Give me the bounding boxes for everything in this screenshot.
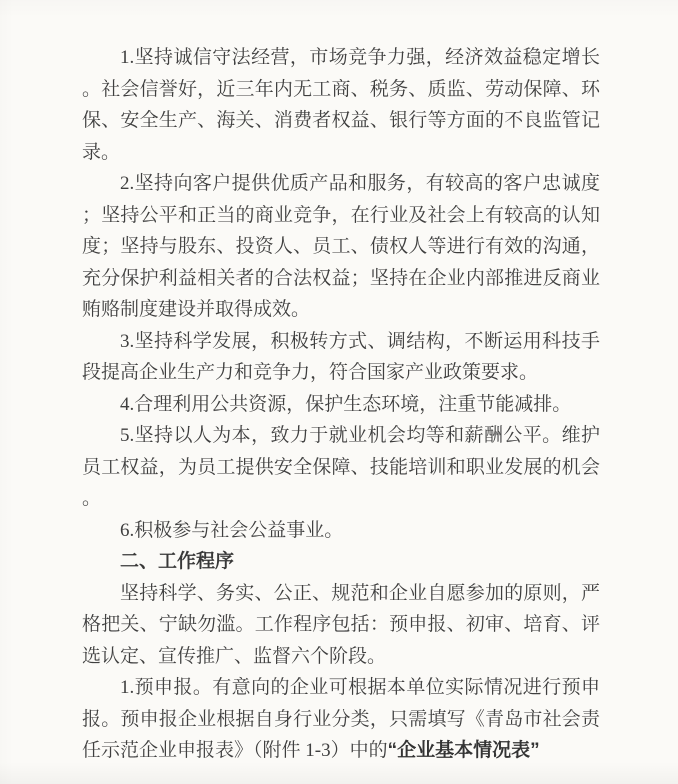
emphasized-text: 二、工作程序 [120, 551, 235, 572]
paragraph [82, 389, 600, 421]
body-text: 4.合理利用公共资源，保护生态环境，注重节能减排。 [120, 393, 572, 415]
paragraph [82, 515, 600, 547]
document-text-block [82, 42, 600, 767]
paragraph [82, 672, 600, 767]
paragraph [82, 326, 600, 389]
paragraph [82, 168, 600, 326]
paragraph [82, 420, 600, 515]
body-text: 1.预申报。有意向的企业可根据本单位实际情况进行预申报。预申报企业根据自身行业分类，只需填写《青岛市社会责任示范企业申报表》（附件 1-3）中的 [82, 677, 600, 761]
body-text: 6.积极参与社会公益事业。 [120, 519, 344, 541]
body-text: 坚持科学、务实、公正、规范和企业自愿参加的原则，严格把关、宁缺勿滥。工作程序包括：预申报、初审、培育、评选认定、宣传推广、监督六个阶段。 [82, 582, 600, 667]
body-text: 3.坚持科学发展，积极转方式、调结构，不断运用科技手段提高企业生产力和竞争力，符合国家产业政策要求。 [82, 330, 600, 383]
emphasized-text: “企业基本情况表” [387, 740, 540, 761]
body-text: 1.坚持诚信守法经营，市场竞争力强，经济效益稳定增长。社会信誉好，近三年内无工商、税务、质监、劳动保障、环保、安全生产、海关、消费者权益、银行等方面的不良监管记录。 [82, 47, 600, 163]
section-heading [82, 546, 600, 578]
body-text: 5.坚持以人为本，致力于就业机会均等和薪酬公平。维护员工权益，为员工提供安全保障、技能培训和职业发展的机会。 [82, 425, 600, 509]
paragraph [82, 578, 600, 673]
paragraph [82, 42, 600, 168]
body-text: 2.坚持向客户提供优质产品和服务，有较高的客户忠诚度；坚持公平和正当的商业竞争，在行业及社会上有较高的认知度；坚持与股东、投资人、员工、债权人等进行有效的沟通，充分保护利益相关者的合法权益；坚持在企业内部推进反商业贿赂制度建设并取得成效。 [82, 173, 600, 320]
